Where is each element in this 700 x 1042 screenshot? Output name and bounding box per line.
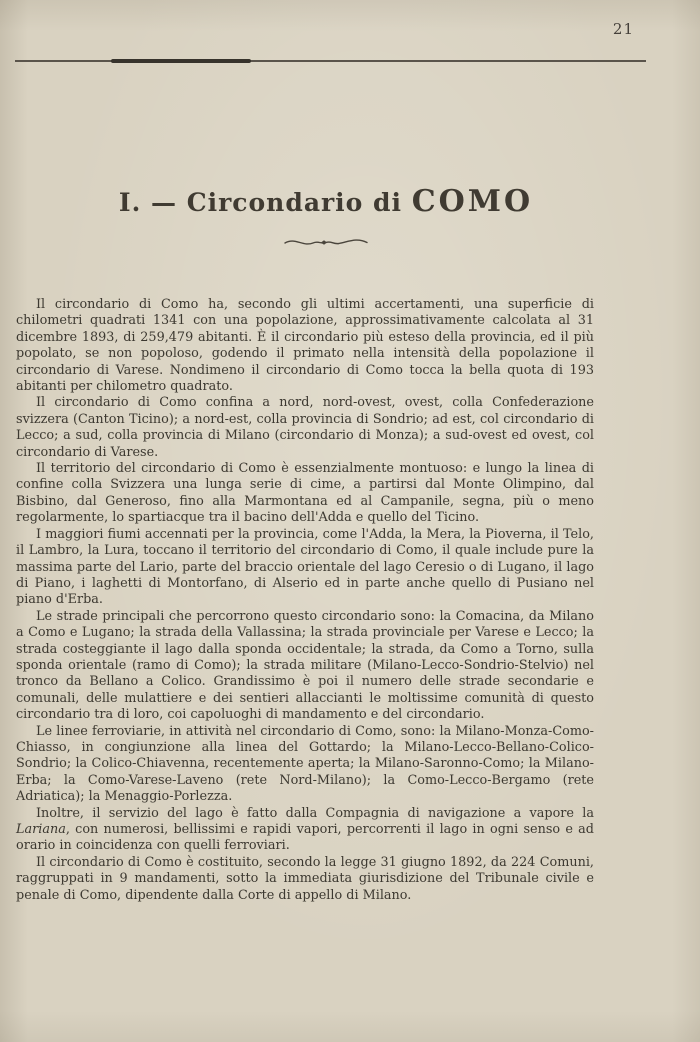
paragraph-strade: Le strade principali che percorrono questo circondario sono: la Comacina, da Milano a Como e Lugano; la strada della Vallassina; la strada provinciale per Varese e Lecco; la strada costeggiante il lago dalla sponda occidentale; la strada, da Como a Torno, sulla sponda orientale (ramo di Como); la strada militare (Milano-Lecco-Sondrio-Stelvio) nel tronco da Bellano a Colico. Grandissimo è poi il numero delle strade secondarie e comunali, delle mulattiere e dei sentieri allaccianti le moltissime comunità di questo circondario tra di loro, coi capoluoghi di mandamento e del circondario.: [16, 608, 594, 723]
paragraph-superficie: Il circondario di Como ha, secondo gli ultimi accertamenti, una superficie di chilometri quadrati 1341 con una popolazione, approssimativamente calcolata al 31 dicembre 1893, di 259,479 abitanti. È il circondario più esteso della provincia, ed il più popolato, se non popoloso, godendo il primato nella intensità della popolazione il circondario di Varese. Nondimeno il circondario di Como tocca la bella quota di 193 abitanti per chilometro quadrato.: [16, 297, 594, 395]
paragraph-confini: Il circondario di Como confina a nord, nord-ovest, ovest, colla Confederazione svizzera (Canton Ticino); a nord-est, colla provincia di Sondrio; ad est, col circondario di Lecco; a sud, colla provincia di Milano (circondario di Monza); a sud-ovest ed ovest, col circondario di Varese.: [16, 395, 594, 460]
paragraph-navigazione: [16, 806, 594, 855]
lariana-company-name: Lariana: [16, 822, 66, 837]
body-text: [16, 297, 594, 904]
navigazione-text-before: Inoltre, il servizio del lago è fatto dalla Compagnia di navigazione a vapore la: [36, 805, 594, 821]
paragraph-territorio: Il territorio del circondario di Como è essenzialmente montuoso: e lungo la linea di confine colla Svizzera una lunga serie di cime, a partirsi dal Monte Olimpino, dal Bisbino, dal Generoso, fino alla Marmontana ed al Campanile, segna, più o meno regolarmente, lo spartiacque tra il bacino dell'Adda e quello del Ticino.: [16, 461, 594, 526]
header-rule: [15, 60, 646, 62]
chapter-title-text: I. — Circondario di: [118, 188, 412, 217]
page-number: 21: [612, 20, 634, 38]
navigazione-text-after: , con numerosi, bellissimi e rapidi vapori, percorrenti il lago in ogni senso e ad orario in coincidenza con quelli ferroviari.: [16, 822, 594, 854]
chapter-title: [0, 184, 652, 219]
ornament-divider: [0, 234, 652, 253]
chapter-title-emphasis: COMO: [411, 184, 534, 219]
paragraph-fiumi: I maggiori fiumi accennati per la provincia, come l'Adda, la Mera, la Pioverna, il Telo, il Lambro, la Lura, toccano il territorio del circondario di Como, il quale include pure la massima parte del Lario, parte del braccio orientale del lago Ceresio o di Lugano, il lago di Piano, i laghetti di Montorfano, di Alserio ed in parte anche quello di Pusiano nel piano d'Erba.: [16, 526, 594, 608]
flourish-icon: [281, 235, 371, 249]
paragraph-comuni: Il circondario di Como è costituito, secondo la legge 31 giugno 1892, da 224 Comuni, raggruppati in 9 mandamenti, sotto la immediata giurisdizione del Tribunale civile e penale di Como, dipendente dalla Corte di appello di Milano.: [16, 854, 594, 903]
paragraph-ferrovie: Le linee ferroviarie, in attività nel circondario di Como, sono: la Milano-Monza-Como-Chiasso, in congiunzione alla linea del Gottardo; la Milano-Lecco-Bellano-Colico-Sondrio; la Colico-Chiavenna, recentemente aperta; la Milano-Saronno-Como; la Milano-Erba; la Como-Varese-Laveno (rete Nord-Milano); la Como-Lecco-Bergamo (rete Adriatica); la Menaggio-Porlezza.: [16, 723, 594, 805]
header-rule-bold-segment: [111, 59, 251, 63]
